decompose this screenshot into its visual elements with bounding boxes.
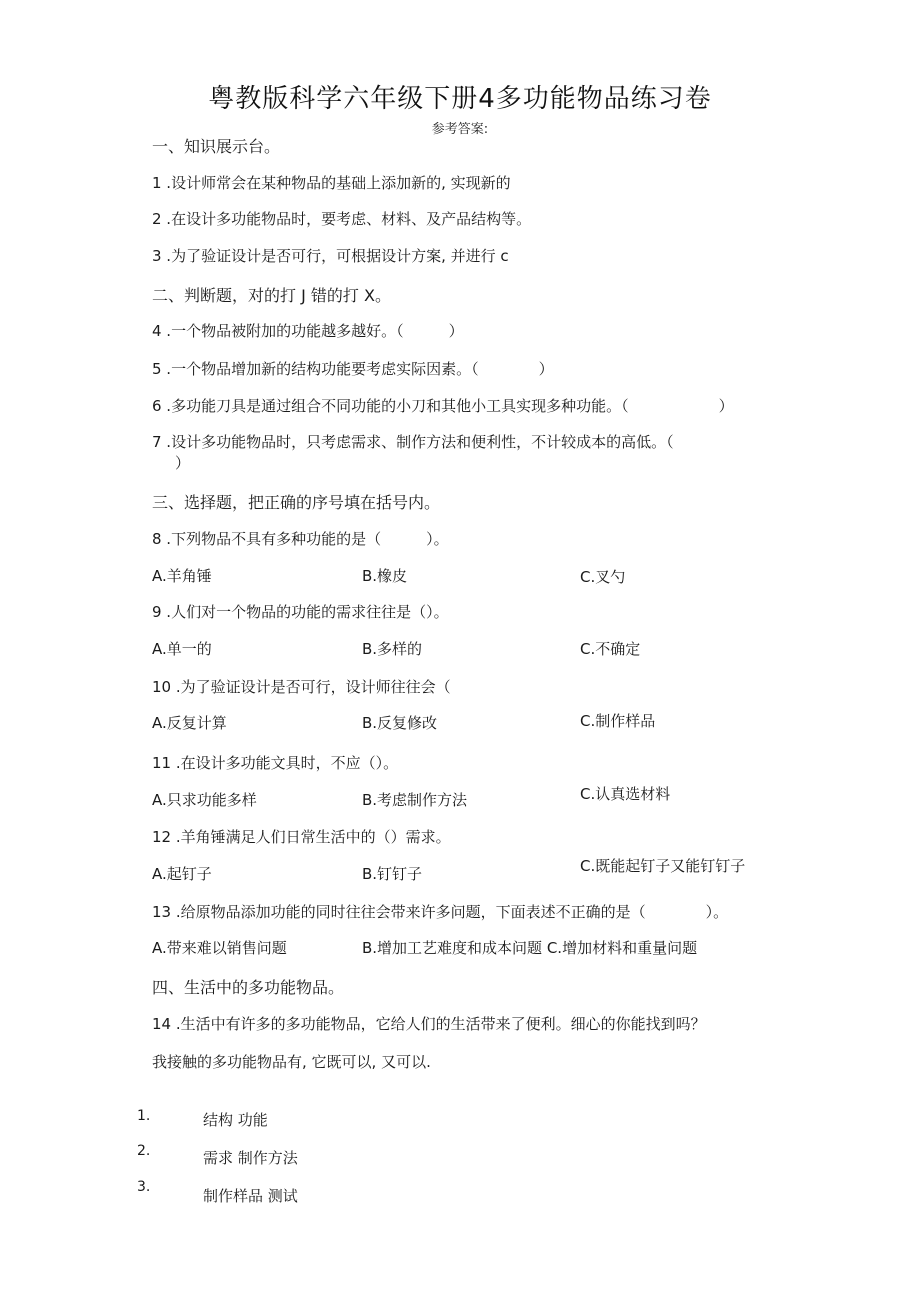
question-5: 5 .一个物品增加新的结构功能要考虑实际因素。（ ） [152, 360, 554, 378]
answer-2-text: 需求 制作方法 [203, 1149, 298, 1167]
question-8-option-a: A.羊角锤 [152, 567, 212, 585]
question-2: 2 .在设计多功能物品时，要考虑、材料、及产品结构等。 [152, 210, 532, 228]
question-8-option-c: C.叉勺 [580, 568, 626, 586]
question-10: 10 .为了验证设计是否可行，设计师往往会（ [152, 678, 451, 696]
question-11-option-c: C.认真选材料 [580, 785, 671, 803]
question-8: 8 .下列物品不具有多种功能的是（ ）。 [152, 530, 449, 548]
section-1-heading: 一、知识展示台。 [152, 137, 281, 156]
question-13-option-b-c: B.增加工艺难度和成本问题 C.增加材料和重量问题 [362, 939, 698, 957]
question-7-continuation: ） [175, 454, 191, 472]
question-7: 7 .设计多功能物品时，只考虑需求、制作方法和便利性，不计较成本的高低。（ [152, 433, 674, 451]
question-12-option-c: C.既能起钉子又能钉钉子 [580, 857, 746, 875]
question-11: 11 .在设计多功能文具时，不应（）。 [152, 754, 399, 772]
question-11-option-a: A.只求功能多样 [152, 791, 257, 809]
question-10-option-c: C.制作样品 [580, 712, 656, 730]
question-10-option-a: A.反复计算 [152, 714, 227, 732]
question-4: 4 .一个物品被附加的功能越多越好。（ ） [152, 322, 464, 340]
answer-2-number: 2. [137, 1143, 151, 1159]
section-3-heading: 三、选择题，把正确的序号填在括号内。 [152, 493, 441, 512]
answer-3-text: 制作样品 测试 [203, 1187, 298, 1205]
question-9-option-c: C.不确定 [580, 640, 641, 658]
question-8-option-b: B.橡皮 [362, 567, 408, 585]
question-1: 1 .设计师常会在某种物品的基础上添加新的, 实现新的 [152, 174, 511, 192]
section-4-heading: 四、生活中的多功能物品。 [152, 978, 345, 997]
question-13: 13 .给原物品添加功能的同时往往会带来许多问题，下面表述不正确的是（ ）。 [152, 903, 729, 921]
question-14: 14 .生活中有许多的多功能物品，它给人们的生活带来了便利。细心的你能找到吗？ [152, 1015, 706, 1033]
answer-key-label: 参考答案: [431, 122, 489, 137]
question-9-option-a: A.单一的 [152, 640, 212, 658]
question-11-option-b: B.考虑制作方法 [362, 791, 468, 809]
page-title: 粤教版科学六年级下册4多功能物品练习卷 [208, 84, 712, 114]
question-12: 12 .羊角锤满足人们日常生活中的（）需求。 [152, 828, 451, 846]
answer-1-number: 1. [137, 1108, 151, 1124]
question-13-option-a: A.带来难以销售问题 [152, 939, 287, 957]
answer-3-number: 3. [137, 1179, 151, 1195]
answer-1-text: 结构 功能 [203, 1111, 268, 1129]
question-14-fill-line: 我接触的多功能物品有, 它既可以, 又可以. [152, 1053, 431, 1071]
question-12-option-b: B.钉钉子 [362, 865, 423, 883]
section-2-heading: 二、判断题，对的打 J 错的打 X。 [152, 286, 391, 305]
question-6: 6 .多功能刀具是通过组合不同功能的小刀和其他小工具实现多种功能。（ ） [152, 397, 734, 415]
question-10-option-b: B.反复修改 [362, 714, 438, 732]
question-3: 3 .为了验证设计是否可行，可根据设计方案, 并进行 c [152, 247, 509, 265]
question-9-option-b: B.多样的 [362, 640, 423, 658]
question-9: 9 .人们对一个物品的功能的需求往往是（）。 [152, 603, 449, 621]
question-12-option-a: A.起钉子 [152, 865, 212, 883]
